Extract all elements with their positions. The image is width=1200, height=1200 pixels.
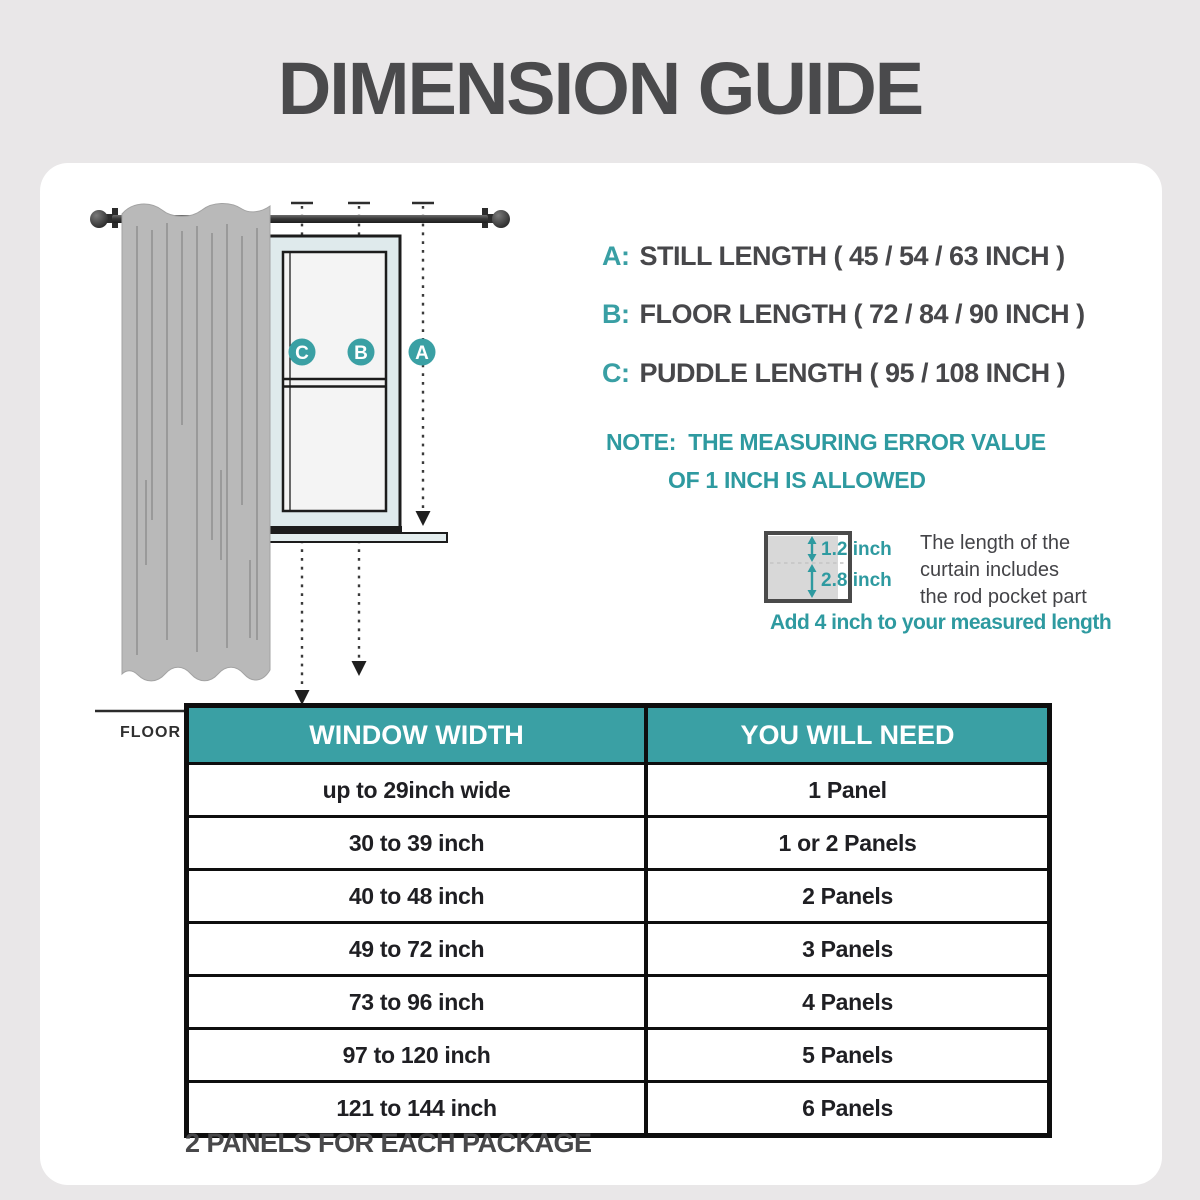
window-width-cell: 40 to 48 inch: [187, 870, 647, 923]
pocket-tip: Add 4 inch to your measured length: [770, 611, 1112, 634]
legend-puddle-length: [602, 358, 1065, 389]
table-row: [187, 1029, 1050, 1082]
table-header-row: [187, 706, 1050, 764]
marker-badges: [289, 339, 436, 366]
pocket-measure-top-label: 1.2 inch: [821, 539, 892, 560]
window-sill-top: [266, 526, 402, 533]
legend-floor-length: [602, 299, 1085, 330]
curtain-panel: [122, 203, 270, 680]
footer-note: 2 PANELS FOR EACH PACKAGE: [185, 1128, 592, 1158]
legend-prefix-b: B:: [602, 299, 630, 329]
panels-cell: 2 Panels: [646, 870, 1049, 923]
window-width-cell: 97 to 120 inch: [187, 1029, 647, 1082]
note-line-1: NOTE: THE MEASURING ERROR VALUE: [606, 429, 1046, 455]
table-row: [187, 976, 1050, 1029]
panels-cell: 1 Panel: [646, 764, 1049, 817]
panels-cell: 1 or 2 Panels: [646, 817, 1049, 870]
legend-still-length: [602, 241, 1065, 272]
rod-finial-right: [492, 210, 510, 228]
pocket-description-line1: The length of the: [920, 532, 1071, 554]
window-width-cell: 30 to 39 inch: [187, 817, 647, 870]
rod-finial-left: [90, 210, 108, 228]
note-line-2: OF 1 INCH IS ALLOWED: [668, 467, 926, 493]
header-you-will-need: YOU WILL NEED: [646, 706, 1049, 764]
pocket-description: [920, 530, 1087, 611]
pocket-measure-bottom-label: 2.8 inch: [821, 570, 892, 591]
legend-text-c: PUDDLE LENGTH ( 95 / 108 INCH ): [639, 358, 1066, 388]
page-title: DIMENSION GUIDE: [277, 47, 923, 130]
table-row: [187, 923, 1050, 976]
window-width-cell: up to 29inch wide: [187, 764, 647, 817]
window-width-cell: 49 to 72 inch: [187, 923, 647, 976]
floor-label: FLOOR: [120, 724, 181, 741]
table-row: [187, 764, 1050, 817]
panels-cell: 4 Panels: [646, 976, 1049, 1029]
panels-cell: 5 Panels: [646, 1029, 1049, 1082]
panels-cell: 3 Panels: [646, 923, 1049, 976]
pocket-description-line2: curtain includes: [920, 559, 1059, 581]
window-width-cell: 121 to 144 inch: [187, 1082, 647, 1136]
window-sill-board: [266, 533, 447, 542]
panels-cell: 6 Panels: [646, 1082, 1049, 1136]
legend-text-b: FLOOR LENGTH ( 72 / 84 / 90 INCH ): [639, 299, 1085, 329]
legend-text-a: STILL LENGTH ( 45 / 54 / 63 INCH ): [639, 241, 1065, 271]
window-illustration: [266, 236, 447, 542]
marker-letter-a: A: [415, 343, 429, 364]
marker-letter-c: C: [295, 343, 309, 364]
pocket-description-line3: the rod pocket part: [920, 586, 1087, 608]
legend-prefix-a: A:: [602, 241, 630, 271]
window-width-cell: 73 to 96 inch: [187, 976, 647, 1029]
legend-prefix-c: C:: [602, 358, 630, 388]
marker-letter-b: B: [354, 343, 368, 364]
measurement-line-a: [416, 206, 431, 526]
panel-size-table: [184, 703, 1052, 1138]
header-window-width: WINDOW WIDTH: [187, 706, 647, 764]
table-row: [187, 817, 1050, 870]
table-row: [187, 870, 1050, 923]
